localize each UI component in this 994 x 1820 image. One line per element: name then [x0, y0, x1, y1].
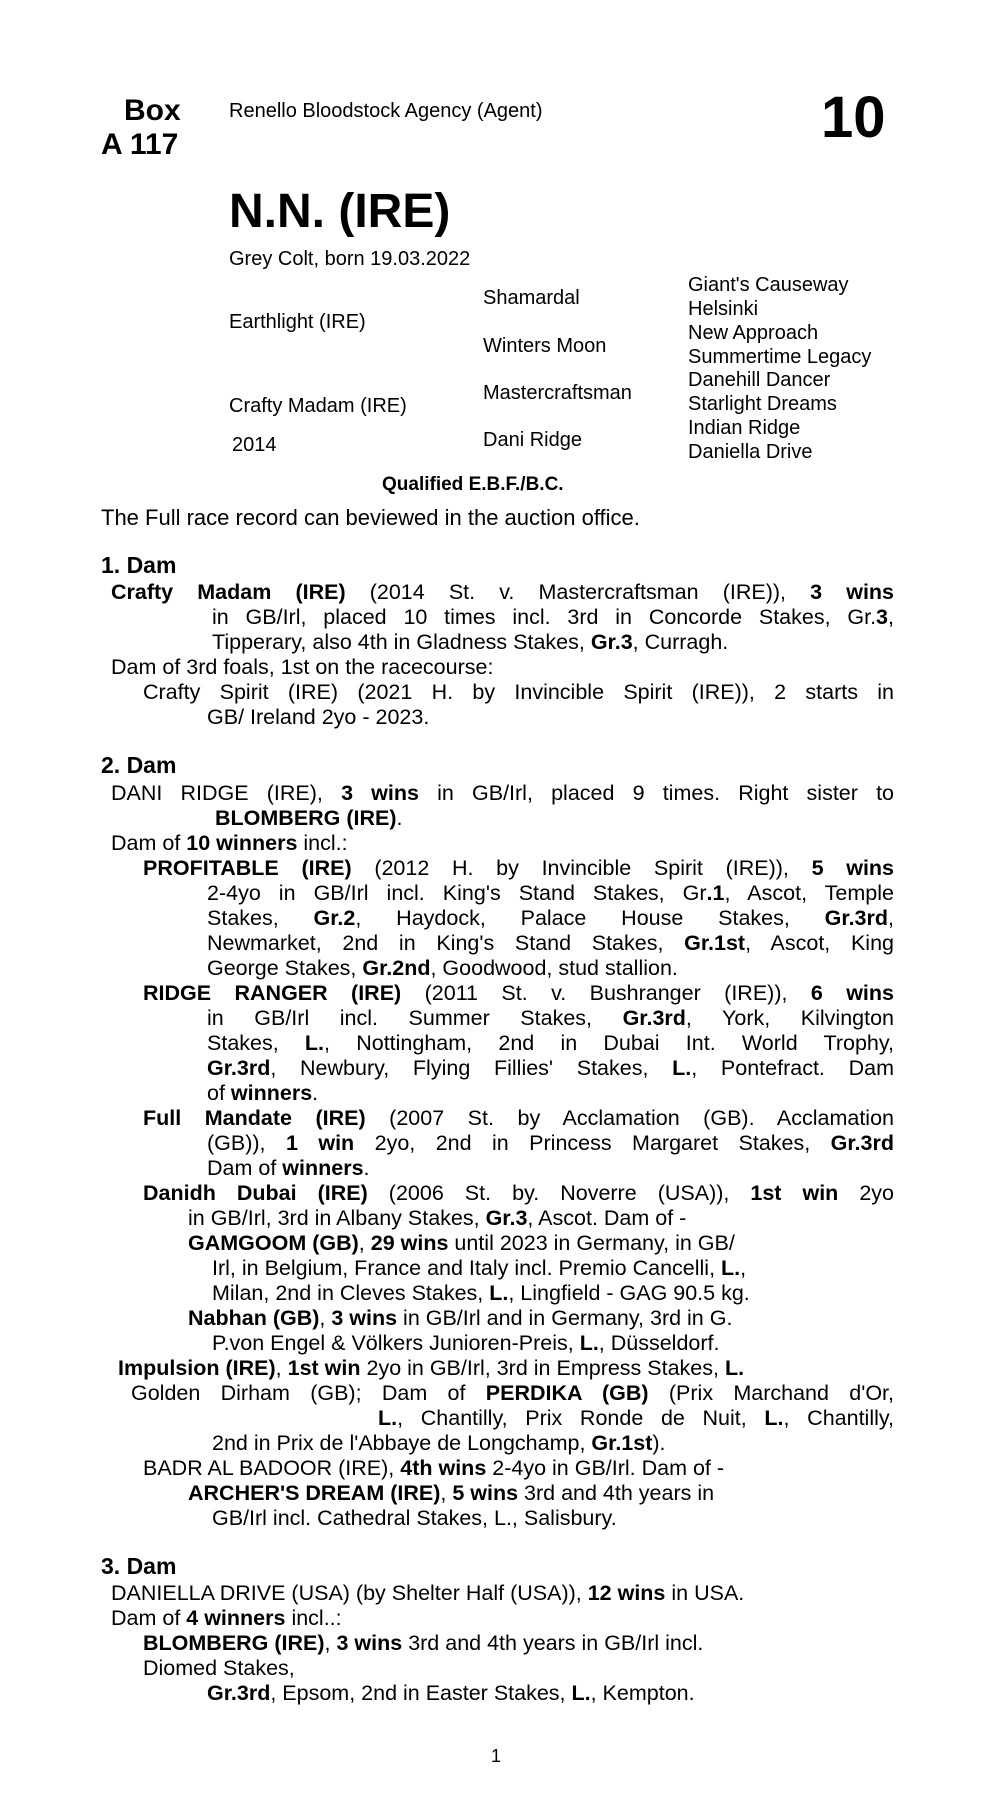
text-line: GB/Irl incl. Cathedral Stakes, L., Salisbury. [212, 1506, 617, 1530]
text-line: Golden Dirham (GB); Dam of PERDIKA (GB) (Prix Marchand d'Or, [131, 1381, 894, 1405]
progeny-impulsion: Impulsion (IRE), 1st win 2yo in GB/Irl, 3rd in Empress Stakes, L. [118, 1356, 745, 1380]
text-line: ARCHER'S DREAM (IRE), 5 wins 3rd and 4th years in [188, 1481, 715, 1505]
pedigree-dam-dam: Dani Ridge [483, 429, 582, 451]
text-line: Crafty Madam (IRE) (2014 St. v. Mastercraftsman (IRE)), 3 wins [111, 580, 895, 604]
pedigree-third-gen: Helsinki [688, 298, 759, 320]
text-line: Diomed Stakes, [143, 1656, 295, 1680]
text-line: Dam of 3rd foals, 1st on the racecourse: [111, 655, 494, 679]
pedigree-third-gen: Indian Ridge [688, 417, 801, 439]
text-line: in GB/Irl incl. Summer Stakes, Gr.3rd, York, Kilvington [207, 1006, 895, 1030]
text-line: Irl, in Belgium, France and Italy incl. Premio Cancelli, L., [212, 1256, 747, 1280]
text-line: L., Chantilly, Prix Ronde de Nuit, L., Chantilly, [378, 1406, 894, 1430]
box-number: A 117 [101, 128, 179, 161]
section-first-dam: 1. Dam [101, 552, 177, 578]
text-line: Nabhan (GB), 3 wins in GB/Irl and in Germany, 3rd in G. [188, 1306, 733, 1330]
text-line: Dam of winners. [207, 1156, 370, 1180]
pedigree-third-gen: Starlight Dreams [688, 393, 837, 415]
page-number: 1 [491, 1746, 502, 1766]
pedigree-sire-dam: Winters Moon [483, 335, 607, 357]
qualification: Qualified E.B.F./B.C. [382, 474, 564, 495]
pedigree-third-gen: Danehill Dancer [688, 369, 831, 391]
pedigree-third-gen: New Approach [688, 322, 819, 344]
text-line: GAMGOOM (GB), 29 wins until 2023 in Germany, in GB/ [188, 1231, 735, 1255]
text-line: Newmarket, 2nd in King's Stand Stakes, Gr.1st, Ascot, King [207, 931, 894, 955]
text-line: Stakes, L., Nottingham, 2nd in Dubai Int. World Trophy, [207, 1031, 894, 1055]
section-third-dam: 3. Dam [101, 1553, 177, 1579]
pedigree-third-gen: Giant's Causeway [688, 274, 849, 296]
text-line: Dam of 10 winners incl.: [111, 831, 348, 855]
text-line: Gr.3rd, Newbury, Flying Fillies' Stakes, L., Pontefract. Dam [207, 1056, 894, 1080]
text-line: Milan, 2nd in Cleves Stakes, L., Lingfield - GAG 90.5 kg. [212, 1281, 750, 1305]
text-line: PROFITABLE (IRE) (2012 H. by Invincible Spirit (IRE)), 5 wins [143, 856, 895, 880]
horse-description: Grey Colt, born 19.03.2022 [229, 248, 471, 270]
third-dam-entry: DANIELLA DRIVE (USA) (by Shelter Half (USA)), 12 wins in USA. [111, 1581, 745, 1605]
pedigree-dam-sire: Mastercraftsman [483, 382, 632, 404]
progeny-badr-al-badoor: BADR AL BADOOR (IRE), 4th wins 2-4yo in GB/Irl. Dam of - [143, 1456, 725, 1480]
pedigree-third-gen: Daniella Drive [688, 441, 813, 463]
agent-name: Renello Bloodstock Agency (Agent) [229, 100, 543, 122]
text-line: (GB)), 1 win 2yo, 2nd in Princess Margaret Stakes, Gr.3rd [207, 1131, 894, 1155]
text-line: George Stakes, Gr.2nd, Goodwood, stud stallion. [207, 956, 678, 980]
box-label: Box [124, 94, 181, 127]
text-line: in GB/Irl, 3rd in Albany Stakes, Gr.3, Ascot. Dam of - [188, 1206, 687, 1230]
pedigree-sire: Earthlight (IRE) [229, 311, 366, 333]
text-line: GB/ Ireland 2yo - 2023. [207, 705, 430, 729]
text-line: 2-4yo in GB/Irl incl. King's Stand Stakes, Gr.1, Ascot, Temple [207, 881, 894, 905]
text-line: in GB/Irl, placed 10 times incl. 3rd in Concorde Stakes, Gr.3, [212, 605, 894, 629]
dam-name: Crafty Madam (IRE) [111, 580, 346, 604]
text-line: Gr.3rd, Epsom, 2nd in Easter Stakes, L., Kempton. [207, 1681, 695, 1705]
lot-number: 10 [821, 85, 886, 150]
text-line: Tipperary, also 4th in Gladness Stakes, Gr.3, Curragh. [212, 630, 729, 654]
section-second-dam: 2. Dam [101, 752, 177, 778]
pedigree-dam: Crafty Madam (IRE) [229, 395, 407, 417]
pedigree-dam-year: 2014 [232, 434, 277, 456]
text-line: DANI RIDGE (IRE), 3 wins in GB/Irl, placed 9 times. Right sister to [111, 781, 894, 805]
text-line: BLOMBERG (IRE). [215, 806, 403, 830]
progeny-blomberg: BLOMBERG (IRE), 3 wins 3rd and 4th years in GB/Irl incl. [143, 1631, 704, 1655]
text-line: RIDGE RANGER (IRE) (2011 St. v. Bushranger (IRE)), 6 wins [143, 981, 894, 1005]
horse-name: N.N. (IRE) [229, 185, 451, 238]
text-line: Stakes, Gr.2, Haydock, Palace House Stakes, Gr.3rd, [207, 906, 894, 930]
text-line: Crafty Spirit (IRE) (2021 H. by Invincible Spirit (IRE)), 2 starts in [143, 680, 894, 704]
text-line: Danidh Dubai (IRE) (2006 St. by. Noverre (USA)), 1st win 2yo [143, 1181, 894, 1205]
race-record-note: The Full race record can beviewed in the auction office. [101, 505, 640, 530]
text-line: Full Mandate (IRE) (2007 St. by Acclamation (GB). Acclamation [143, 1106, 894, 1130]
text-line: of winners. [207, 1081, 319, 1105]
pedigree-third-gen: Summertime Legacy [688, 346, 872, 368]
text-line: P.von Engel & Völkers Junioren-Preis, L., Düsseldorf. [212, 1331, 720, 1355]
text-line: 2nd in Prix de l'Abbaye de Longchamp, Gr.1st). [212, 1431, 666, 1455]
pedigree-sire-sire: Shamardal [483, 287, 580, 309]
text-line: Dam of 4 winners incl..: [111, 1606, 342, 1630]
